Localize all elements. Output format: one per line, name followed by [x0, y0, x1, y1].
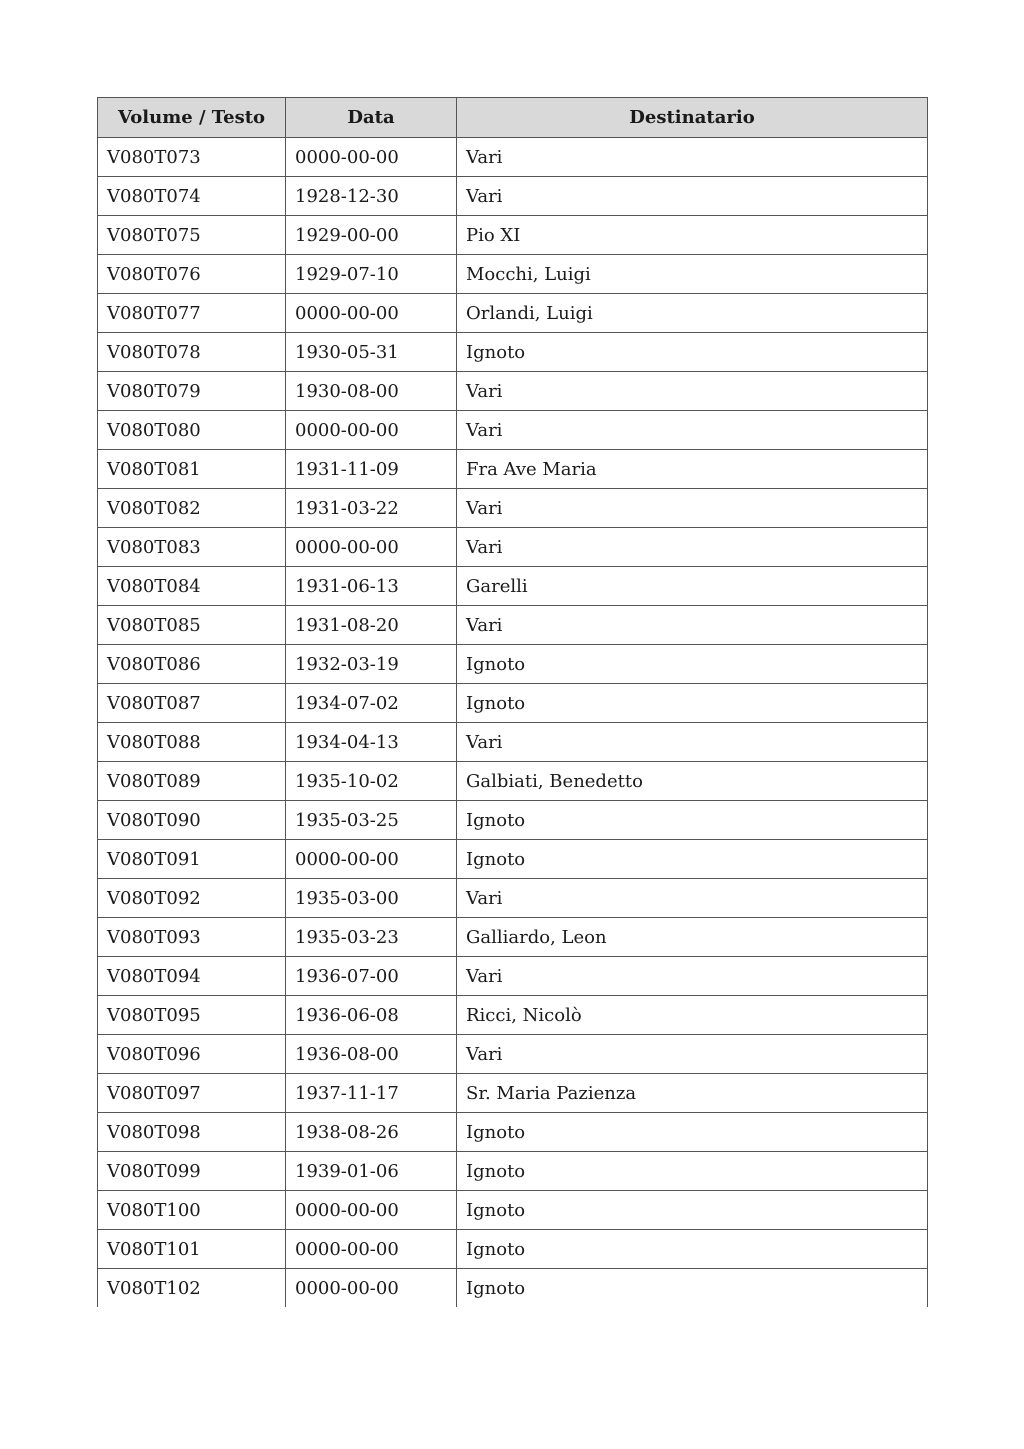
cell-data: 1938-08-26 [286, 1113, 457, 1152]
table-row [98, 450, 928, 489]
table-row [98, 1113, 928, 1152]
table-row [98, 177, 928, 216]
cell-volume-testo: V080T082 [98, 489, 286, 528]
cell-destinatario: Vari [457, 528, 928, 567]
cell-data: 1934-07-02 [286, 684, 457, 723]
cell-volume-testo: V080T087 [98, 684, 286, 723]
table-row [98, 1074, 928, 1113]
cell-volume-testo: V080T101 [98, 1230, 286, 1269]
cell-data: 1935-03-23 [286, 918, 457, 957]
cell-volume-testo: V080T099 [98, 1152, 286, 1191]
cell-volume-testo: V080T077 [98, 294, 286, 333]
table-row [98, 1191, 928, 1230]
cell-destinatario: Ignoto [457, 333, 928, 372]
cell-destinatario: Vari [457, 138, 928, 177]
table-row [98, 411, 928, 450]
cell-volume-testo: V080T094 [98, 957, 286, 996]
table-row [98, 801, 928, 840]
cell-destinatario: Vari [457, 606, 928, 645]
table-row [98, 216, 928, 255]
cell-data: 1930-05-31 [286, 333, 457, 372]
cell-data: 0000-00-00 [286, 1269, 457, 1308]
cell-volume-testo: V080T086 [98, 645, 286, 684]
cell-volume-testo: V080T088 [98, 723, 286, 762]
cell-data: 0000-00-00 [286, 138, 457, 177]
table-row [98, 879, 928, 918]
cell-destinatario: Pio XI [457, 216, 928, 255]
cell-data: 1937-11-17 [286, 1074, 457, 1113]
cell-destinatario: Galliardo, Leon [457, 918, 928, 957]
table-row [98, 1269, 928, 1308]
cell-data: 1935-10-02 [286, 762, 457, 801]
cell-volume-testo: V080T081 [98, 450, 286, 489]
cell-destinatario: Vari [457, 489, 928, 528]
cell-volume-testo: V080T073 [98, 138, 286, 177]
cell-destinatario: Ignoto [457, 1152, 928, 1191]
cell-data: 1931-08-20 [286, 606, 457, 645]
cell-destinatario: Vari [457, 1035, 928, 1074]
table-row [98, 996, 928, 1035]
cell-volume-testo: V080T093 [98, 918, 286, 957]
cell-volume-testo: V080T076 [98, 255, 286, 294]
table-row [98, 606, 928, 645]
table-header-row [98, 98, 928, 138]
cell-destinatario: Ignoto [457, 645, 928, 684]
cell-volume-testo: V080T096 [98, 1035, 286, 1074]
table-row [98, 1035, 928, 1074]
cell-destinatario: Vari [457, 177, 928, 216]
table-row [98, 645, 928, 684]
table-row [98, 255, 928, 294]
cell-destinatario: Ricci, Nicolò [457, 996, 928, 1035]
cell-destinatario: Galbiati, Benedetto [457, 762, 928, 801]
cell-data: 1936-08-00 [286, 1035, 457, 1074]
cell-data: 1929-00-00 [286, 216, 457, 255]
cell-volume-testo: V080T102 [98, 1269, 286, 1308]
cell-data: 1935-03-00 [286, 879, 457, 918]
table-row [98, 528, 928, 567]
cell-destinatario: Orlandi, Luigi [457, 294, 928, 333]
cell-destinatario: Ignoto [457, 684, 928, 723]
table-row [98, 918, 928, 957]
cell-volume-testo: V080T098 [98, 1113, 286, 1152]
table-row [98, 138, 928, 177]
table-row [98, 840, 928, 879]
cell-destinatario: Ignoto [457, 1230, 928, 1269]
cell-volume-testo: V080T080 [98, 411, 286, 450]
table-row [98, 957, 928, 996]
cell-destinatario: Fra Ave Maria [457, 450, 928, 489]
cell-data: 1939-01-06 [286, 1152, 457, 1191]
cell-destinatario: Vari [457, 411, 928, 450]
cell-destinatario: Sr. Maria Pazienza [457, 1074, 928, 1113]
table-row [98, 762, 928, 801]
table-row [98, 684, 928, 723]
cell-data: 1936-06-08 [286, 996, 457, 1035]
cell-volume-testo: V080T074 [98, 177, 286, 216]
cell-volume-testo: V080T091 [98, 840, 286, 879]
table-body [98, 138, 928, 1308]
table-row [98, 723, 928, 762]
table-row [98, 1152, 928, 1191]
cell-data: 0000-00-00 [286, 1230, 457, 1269]
header-data: Data [286, 98, 457, 138]
cell-destinatario: Ignoto [457, 801, 928, 840]
cell-destinatario: Ignoto [457, 1269, 928, 1308]
cell-data: 0000-00-00 [286, 411, 457, 450]
table-row [98, 333, 928, 372]
cell-volume-testo: V080T075 [98, 216, 286, 255]
cell-data: 1931-11-09 [286, 450, 457, 489]
cell-data: 0000-00-00 [286, 294, 457, 333]
cell-destinatario: Garelli [457, 567, 928, 606]
cell-destinatario: Vari [457, 723, 928, 762]
header-volume-testo: Volume / Testo [98, 98, 286, 138]
cell-data: 1931-06-13 [286, 567, 457, 606]
cell-volume-testo: V080T084 [98, 567, 286, 606]
header-destinatario: Destinatario [457, 98, 928, 138]
cell-volume-testo: V080T097 [98, 1074, 286, 1113]
cell-destinatario: Vari [457, 372, 928, 411]
cell-destinatario: Ignoto [457, 840, 928, 879]
cell-volume-testo: V080T090 [98, 801, 286, 840]
cell-data: 1931-03-22 [286, 489, 457, 528]
cell-data: 1930-08-00 [286, 372, 457, 411]
cell-volume-testo: V080T083 [98, 528, 286, 567]
cell-volume-testo: V080T100 [98, 1191, 286, 1230]
cell-data: 0000-00-00 [286, 840, 457, 879]
cell-data: 1932-03-19 [286, 645, 457, 684]
cell-data: 0000-00-00 [286, 1191, 457, 1230]
cell-data: 1928-12-30 [286, 177, 457, 216]
cell-data: 1929-07-10 [286, 255, 457, 294]
table-row [98, 372, 928, 411]
cell-volume-testo: V080T079 [98, 372, 286, 411]
cell-volume-testo: V080T092 [98, 879, 286, 918]
table-row [98, 567, 928, 606]
cell-data: 1936-07-00 [286, 957, 457, 996]
cell-volume-testo: V080T089 [98, 762, 286, 801]
cell-destinatario: Ignoto [457, 1191, 928, 1230]
cell-volume-testo: V080T085 [98, 606, 286, 645]
cell-data: 1935-03-25 [286, 801, 457, 840]
cell-destinatario: Vari [457, 957, 928, 996]
table-row [98, 489, 928, 528]
cell-destinatario: Mocchi, Luigi [457, 255, 928, 294]
cell-data: 0000-00-00 [286, 528, 457, 567]
cell-data: 1934-04-13 [286, 723, 457, 762]
cell-destinatario: Vari [457, 879, 928, 918]
table-row [98, 294, 928, 333]
cell-volume-testo: V080T095 [98, 996, 286, 1035]
cell-volume-testo: V080T078 [98, 333, 286, 372]
table-row [98, 1230, 928, 1269]
cell-destinatario: Ignoto [457, 1113, 928, 1152]
letters-table [97, 97, 928, 1307]
